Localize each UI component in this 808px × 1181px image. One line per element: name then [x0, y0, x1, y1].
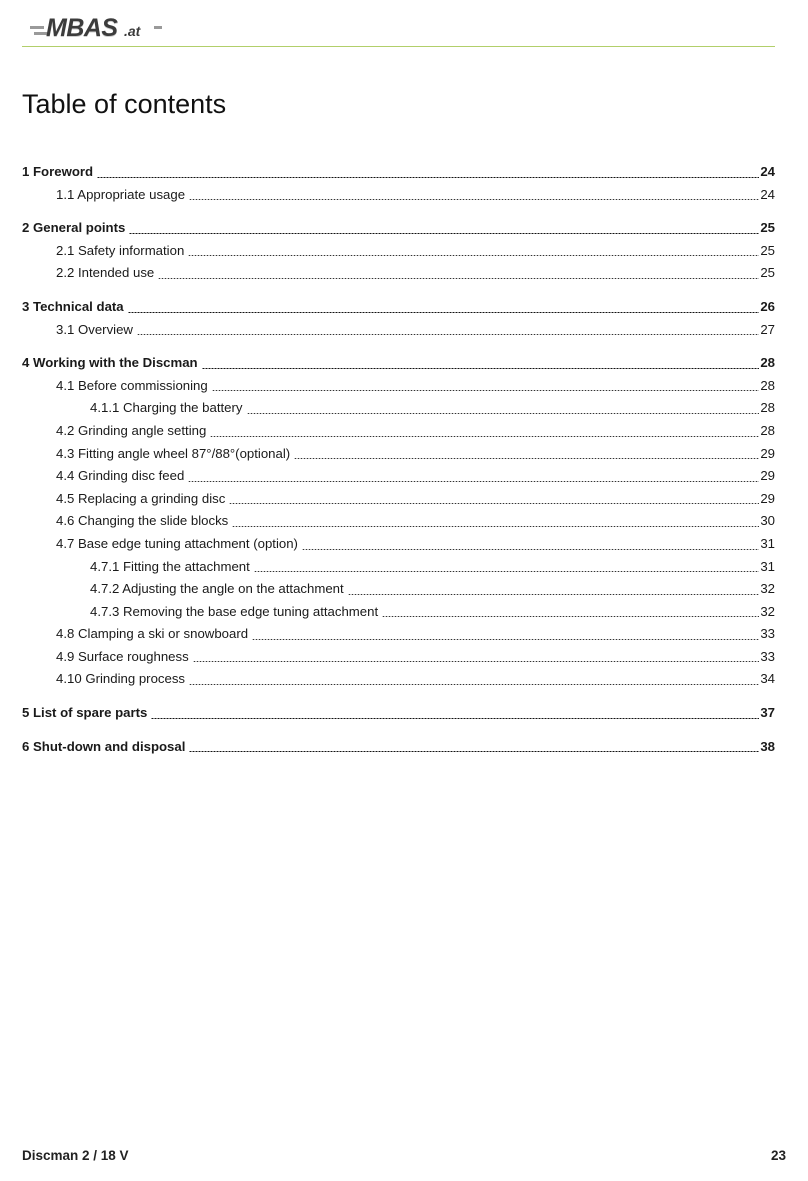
toc-entry-title: 3.1 Overview	[56, 321, 133, 337]
toc-dot-leader	[189, 751, 759, 752]
logo-brand-text: MBAS	[46, 14, 118, 42]
toc-entry-page: 32	[760, 581, 775, 597]
toc-entry[interactable]	[22, 296, 775, 319]
toc-entry-title: 4.9 Surface roughness	[56, 648, 189, 664]
toc-entry-title: 3 Technical data	[22, 298, 124, 314]
toc-entry[interactable]	[22, 646, 775, 669]
toc-entry-page: 24	[760, 164, 775, 179]
toc-entry-page: 28	[760, 377, 775, 393]
toc-entry[interactable]	[22, 262, 775, 285]
footer-page-number: 23	[770, 1148, 786, 1163]
toc-entry-title: 4.4 Grinding disc feed	[56, 468, 185, 484]
toc-entry-title: 4.1.1 Charging the battery	[90, 400, 243, 416]
toc-entry-title: 4.1 Before commissioning	[56, 377, 208, 393]
header-divider	[22, 46, 775, 47]
toc-dot-leader	[189, 199, 759, 200]
toc-entry-title: 4.5 Replacing a grinding disc	[56, 490, 226, 506]
toc-dot-leader	[232, 526, 759, 527]
toc-entry[interactable]	[22, 623, 775, 646]
toc-dot-leader	[137, 334, 759, 335]
toc-entry-title: 1.1 Appropriate usage	[56, 186, 186, 202]
toc-entry-title: 2.1 Safety information	[56, 242, 185, 258]
toc-entry[interactable]	[22, 533, 775, 556]
toc-dot-leader	[382, 616, 759, 617]
toc-entry-title: 1 Foreword	[22, 164, 94, 179]
toc-entry[interactable]	[22, 161, 775, 184]
toc-entry[interactable]	[22, 601, 775, 624]
toc-entry-title: 4.7.1 Fitting the attachment	[90, 558, 250, 574]
toc-entry-title: 2 General points	[22, 220, 126, 236]
toc-dot-leader	[128, 312, 760, 313]
toc-dot-leader	[294, 458, 759, 459]
toc-entry-page: 33	[760, 626, 775, 642]
toc-entry-page: 29	[760, 490, 775, 506]
toc-entry-page: 33	[760, 648, 775, 664]
toc-entry-page: 32	[760, 603, 775, 619]
logo-speed-line	[30, 26, 44, 29]
page-title: Table of contents	[22, 89, 227, 119]
toc-entry[interactable]	[22, 420, 775, 443]
toc-entry-page: 25	[760, 242, 775, 258]
toc-entry-title: 4.10 Grinding process	[56, 671, 186, 687]
mbas-logo	[30, 14, 170, 44]
toc-entry-page: 31	[760, 535, 775, 551]
toc-entry[interactable]	[22, 443, 775, 466]
logo-speed-line	[154, 26, 162, 29]
toc-dot-leader	[158, 278, 759, 279]
toc-entry[interactable]	[22, 465, 775, 488]
toc-entry-page: 38	[760, 738, 775, 754]
toc-dot-leader	[202, 368, 760, 369]
toc-entry[interactable]	[22, 668, 775, 691]
toc-entry-title: 4.7.2 Adjusting the angle on the attachment	[90, 581, 344, 597]
toc-dot-leader	[193, 661, 760, 662]
toc-entry-title: 5 List of spare parts	[22, 705, 148, 721]
toc-entry-title: 4.7 Base edge tuning attachment (option)	[56, 535, 298, 551]
toc-entry[interactable]	[22, 319, 775, 342]
toc-entry-page: 30	[760, 513, 775, 529]
toc-entry[interactable]	[22, 510, 775, 533]
toc-dot-leader	[212, 390, 760, 391]
toc-entry[interactable]	[22, 375, 775, 398]
toc-entry-title: 4 Working with the Discman	[22, 355, 198, 371]
toc-dot-leader	[151, 718, 759, 719]
toc-entry-title: 4.7.3 Removing the base edge tuning attachment	[90, 603, 379, 619]
toc-entry[interactable]	[22, 352, 775, 375]
toc-entry-page: 28	[760, 422, 775, 438]
toc-dot-leader	[129, 233, 759, 234]
toc-entry[interactable]	[22, 240, 775, 263]
toc-dot-leader	[189, 684, 759, 685]
toc-dot-leader	[302, 549, 759, 550]
toc-entry[interactable]	[22, 488, 775, 511]
toc-entry-title: 6 Shut-down and disposal	[22, 738, 186, 754]
toc-dot-leader	[254, 571, 760, 572]
toc-entry-page: 27	[760, 321, 775, 337]
toc-entry[interactable]	[22, 578, 775, 601]
toc-dot-leader	[97, 177, 759, 178]
toc-entry-title: 4.3 Fitting angle wheel 87°/88°(optional)	[56, 445, 291, 461]
toc-dot-leader	[247, 413, 760, 414]
toc-entry[interactable]	[22, 397, 775, 420]
toc-entry-title: 4.8 Clamping a ski or snowboard	[56, 626, 249, 642]
toc-entry[interactable]	[22, 556, 775, 579]
toc-entry-title: 2.2 Intended use	[56, 265, 155, 281]
toc-entry[interactable]	[22, 702, 775, 725]
toc-entry[interactable]	[22, 184, 775, 207]
toc-entry-page: 31	[760, 558, 775, 574]
toc-entry[interactable]	[22, 217, 775, 240]
toc-entry-page: 26	[760, 298, 775, 314]
toc-dot-leader	[252, 639, 759, 640]
toc-entry-page: 28	[760, 355, 775, 371]
toc-entry-page: 37	[760, 705, 775, 721]
page-header	[0, 0, 808, 48]
toc-dot-leader	[229, 503, 759, 504]
toc-entry-page: 25	[760, 220, 775, 236]
toc-dot-leader	[188, 481, 759, 482]
toc-entry-page: 34	[760, 671, 775, 687]
toc-entry-page: 25	[760, 265, 775, 281]
toc-entry-page: 28	[760, 400, 775, 416]
table-of-contents	[22, 161, 775, 758]
logo-domain-text: .at	[124, 23, 141, 39]
footer-product-name: Discman 2 / 18 V	[22, 1148, 129, 1163]
toc-dot-leader	[210, 436, 759, 437]
toc-dot-leader	[348, 594, 760, 595]
toc-entry-title: 4.6 Changing the slide blocks	[56, 513, 229, 529]
toc-entry[interactable]	[22, 736, 775, 759]
toc-entry-page: 24	[760, 186, 775, 202]
toc-dot-leader	[188, 255, 759, 256]
toc-entry-page: 29	[760, 468, 775, 484]
toc-entry-title: 4.2 Grinding angle setting	[56, 422, 207, 438]
toc-entry-page: 29	[760, 445, 775, 461]
